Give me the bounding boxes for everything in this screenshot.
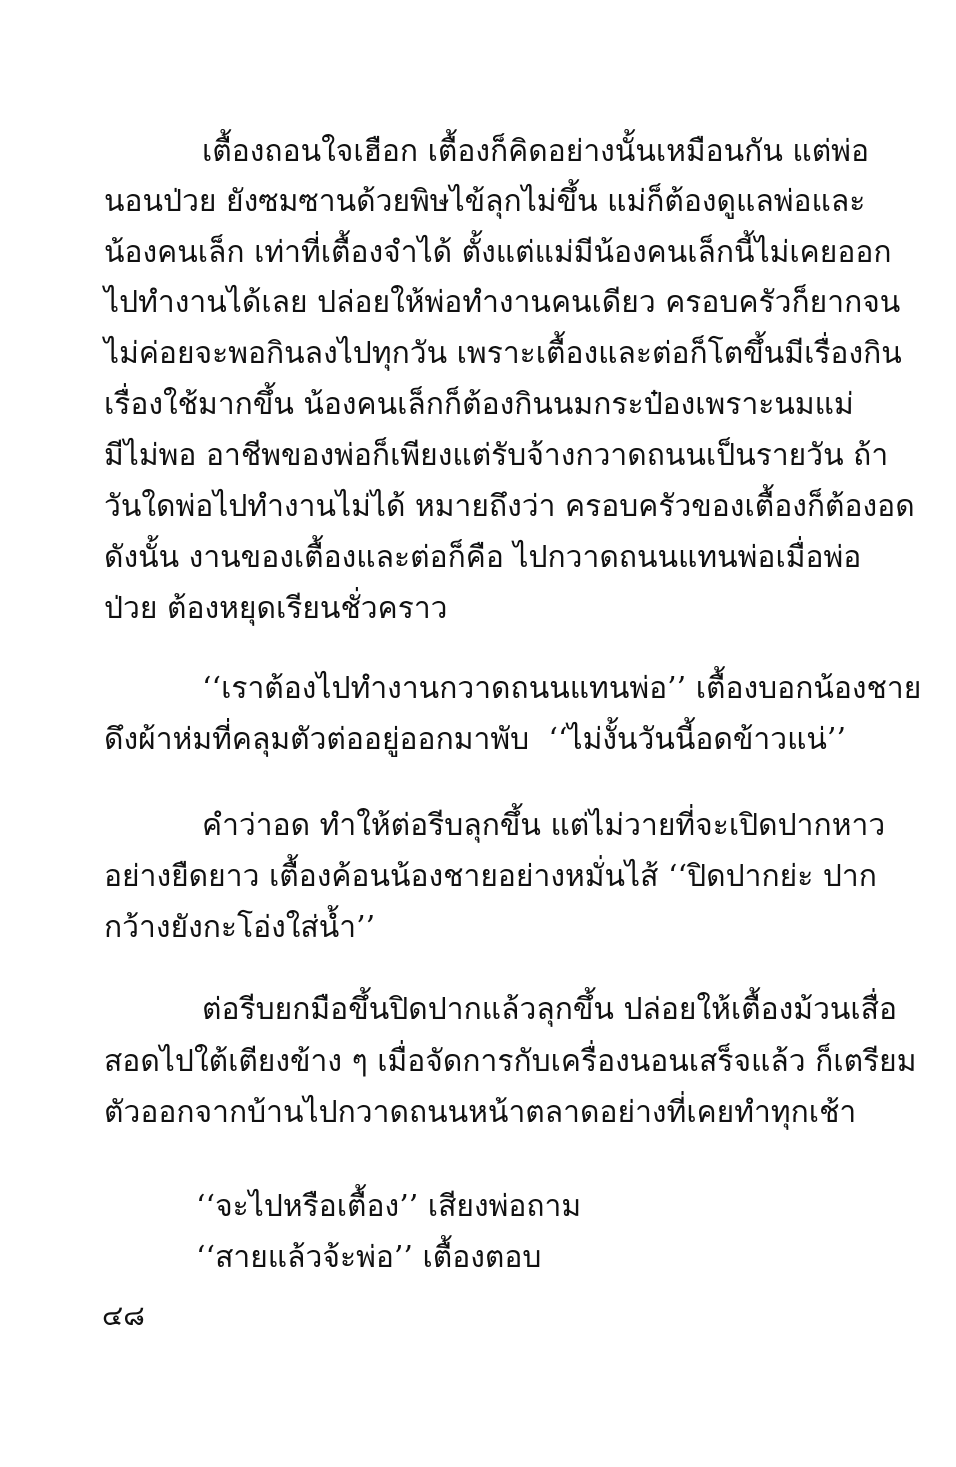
text-line: เรื่องใช้มากขึ้น น้องคนเล็กก็ต้องกินนมกระป๋องเพราะนมแม่ [104,387,854,422]
text-line: ไปทำงานได้เลย ปล่อยให้พ่อทำงานคนเดียว ครอบครัวก็ยากจน [104,285,901,320]
text-line: นอนป่วย ยังซมซานด้วยพิษไข้ลุกไม่ขึ้น แม่ก็ต้องดูแลพ่อและ [104,184,866,219]
text-line: เตื้องถอนใจเฮือก เตื้องก็คิดอย่างนั้นเหมือนกัน แต่พ่อ [202,134,869,169]
text-line: ต่อรีบยกมือขึ้นปิดปากแล้วลุกขึ้น ปล่อยให้เตื้องม้วนเสื่อ [202,992,898,1027]
text-line: มีไม่พอ อาชีพของพ่อก็เพียงแต่รับจ้างกวาดถนนเป็นรายวัน ถ้า [104,438,889,473]
text-line: ตัวออกจากบ้านไปกวาดถนนหน้าตลาดอย่างที่เคยทำทุกเช้า [104,1095,857,1130]
text-line: ป่วย ต้องหยุดเรียนชั่วคราว [104,591,448,626]
text-line: น้องคนเล็ก เท่าที่เตื้องจำได้ ตั้งแต่แม่มีน้องคนเล็กนี้ไม่เคยออก [104,235,892,270]
dialogue-line: ‘‘จะไปหรือเตื้อง’’ เสียงพ่อถาม [196,1189,582,1224]
text-line: ‘‘เราต้องไปทำงานกวาดถนนแทนพ่อ’’ เตื้องบอกน้องชาย [202,671,922,706]
page-number: ๔๘ [102,1299,145,1332]
text-line: คำว่าอด ทำให้ต่อรีบลุกขึ้น แต่ไม่วายที่จะเปิดปากหาว [202,808,886,843]
text-line: ดึงผ้าห่มที่คลุมตัวต่ออยู่ออกมาพับ ‘‘ไม่งั้นวันนี้อดข้าวแน่’’ [104,722,846,757]
text-line: ไม่ค่อยจะพอกินลงไปทุกวัน เพราะเตื้องและต่อก็โตขึ้นมีเรื่องกิน [104,336,902,371]
text-line: สอดไปใต้เตียงข้าง ๆ เมื่อจัดการกับเครื่องนอนเสร็จแล้ว ก็เตรียม [104,1044,917,1079]
text-line: อย่างยืดยาว เตื้องค้อนน้องชายอย่างหมั่นไส้ ‘‘ปิดปากย่ะ ปาก [104,859,877,894]
dialogue-line: ‘‘สายแล้วจ้ะพ่อ’’ เตื้องตอบ [196,1240,542,1275]
text-line: วันใดพ่อไปทำงานไม่ได้ หมายถึงว่า ครอบครัวของเตื้องก็ต้องอด [104,489,915,524]
text-line: กว้างยังกะโอ่งใส่น้ำ’’ [104,910,376,945]
text-line: ดังนั้น งานของเตื้องและต่อก็คือ ไปกวาดถนนแทนพ่อเมื่อพ่อ [104,540,862,575]
